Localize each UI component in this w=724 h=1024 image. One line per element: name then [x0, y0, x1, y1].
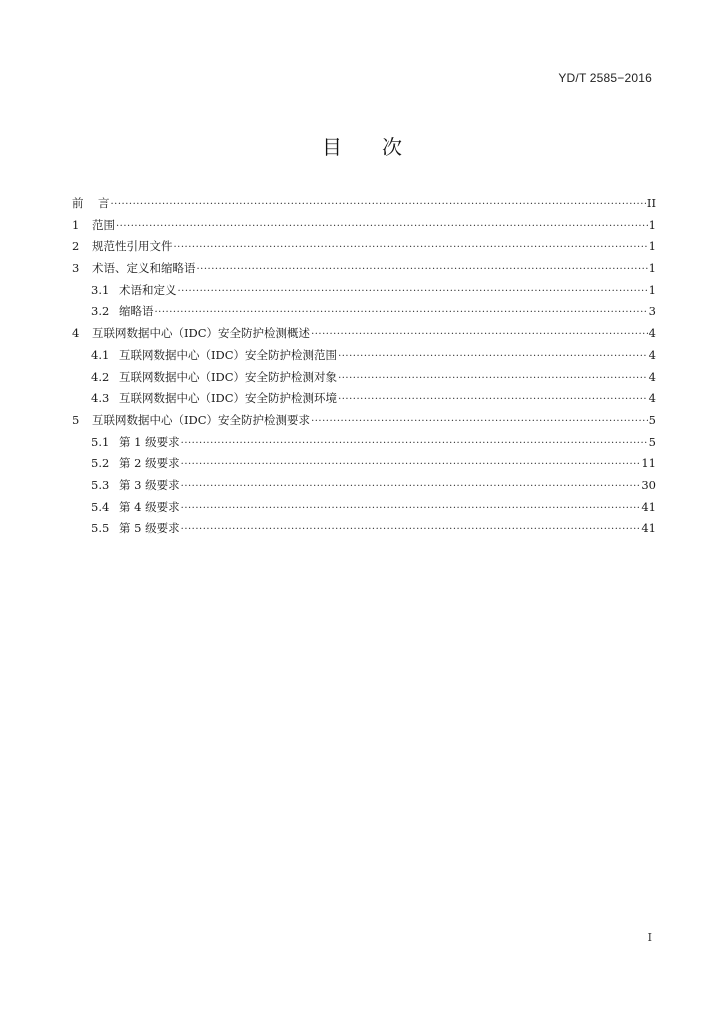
toc-entry-title: 言 [98, 196, 110, 210]
toc-entry-number: 4.3 [91, 391, 110, 406]
toc-entry-title: 第 3 级要求 [119, 477, 180, 492]
toc-entry-4-2[interactable] [72, 367, 656, 389]
toc-entry-title: 第 1 级要求 [119, 434, 180, 449]
toc-entry-4[interactable] [72, 323, 656, 345]
dot-leader [338, 389, 648, 411]
toc-entry-number: 5.3 [91, 477, 110, 492]
dot-leader [181, 454, 641, 476]
toc-entry-number: 4 [72, 326, 80, 341]
dot-leader [181, 476, 641, 498]
toc-entry-5-5[interactable] [72, 518, 656, 540]
toc-entry-number: 1 [72, 217, 80, 232]
dot-leader [197, 259, 648, 281]
toc-entry-page: 30 [641, 477, 656, 492]
toc-entry-title: 互联网数据中心（IDC）安全防护检测范围 [119, 347, 338, 362]
dot-leader [178, 281, 648, 303]
toc-entry-5[interactable] [72, 410, 656, 432]
page-number: I [647, 931, 652, 944]
toc-entry-3-1[interactable] [72, 280, 656, 302]
toc-entry-page: 4 [648, 347, 656, 362]
dot-leader [311, 411, 648, 433]
toc-entry-page: 11 [641, 456, 656, 471]
table-of-contents [72, 193, 656, 540]
toc-entry-5-1[interactable] [72, 432, 656, 454]
toc-entry-number: 前 [72, 196, 84, 210]
toc-entry-number: 4.1 [91, 347, 110, 362]
toc-entry-page: 5 [648, 434, 656, 449]
dot-leader [338, 368, 648, 390]
toc-heading [0, 131, 724, 160]
toc-entry-4-3[interactable] [72, 388, 656, 410]
dot-leader [338, 346, 648, 368]
toc-entry-page: 1 [648, 217, 656, 232]
toc-entry-title: 互联网数据中心（IDC）安全防护检测要求 [92, 412, 311, 427]
toc-entry-number: 5 [72, 412, 80, 427]
toc-entry-page: 1 [648, 239, 656, 254]
toc-entry-page: 41 [641, 499, 656, 514]
toc-entry-page: 4 [648, 369, 656, 384]
toc-entry-title: 规范性引用文件 [92, 239, 173, 254]
toc-heading-left: 目 [322, 135, 342, 159]
toc-entry-number: 4.2 [91, 369, 110, 384]
toc-entry-preface[interactable] [72, 193, 656, 215]
dot-leader [181, 433, 648, 455]
toc-entry-title: 互联网数据中心（IDC）安全防护检测对象 [119, 369, 338, 384]
toc-entry-number: 5.5 [91, 521, 110, 536]
toc-entry-5-4[interactable] [72, 497, 656, 519]
toc-entry-3-2[interactable] [72, 301, 656, 323]
dot-leader [311, 324, 648, 346]
dot-leader [116, 216, 648, 238]
toc-entry-page: 5 [648, 412, 656, 427]
dot-leader [174, 237, 648, 259]
toc-entry-title: 互联网数据中心（IDC）安全防护检测概述 [92, 326, 311, 341]
toc-entry-title: 互联网数据中心（IDC）安全防护检测环境 [119, 391, 338, 406]
toc-entry-page: 4 [648, 326, 656, 341]
toc-entry-title: 范围 [92, 217, 115, 232]
toc-entry-title: 第 2 级要求 [119, 456, 180, 471]
toc-entry-title: 第 5 级要求 [119, 521, 180, 536]
toc-entry-title: 术语、定义和缩略语 [92, 261, 196, 276]
toc-entry-4-1[interactable] [72, 345, 656, 367]
document-code: YD/T 2585−2016 [558, 71, 652, 85]
toc-entry-number: 3.1 [91, 282, 110, 297]
toc-entry-number: 5.2 [91, 456, 110, 471]
toc-entry-number: 5.1 [91, 434, 110, 449]
dot-leader [155, 302, 648, 324]
dot-leader [111, 194, 646, 216]
toc-entry-title: 术语和定义 [119, 282, 177, 297]
toc-entry-3[interactable] [72, 258, 656, 280]
toc-entry-2[interactable] [72, 236, 656, 258]
toc-entry-1[interactable] [72, 215, 656, 237]
toc-heading-right: 次 [382, 135, 402, 159]
toc-entry-page: 3 [648, 304, 656, 319]
toc-entry-page: 41 [641, 521, 656, 536]
toc-entry-number: 2 [72, 239, 80, 254]
toc-entry-title: 缩略语 [119, 304, 154, 319]
toc-entry-title: 第 4 级要求 [119, 499, 180, 514]
toc-entry-page: 1 [648, 282, 656, 297]
toc-entry-number: 5.4 [91, 499, 110, 514]
dot-leader [181, 519, 641, 541]
toc-entry-5-2[interactable] [72, 453, 656, 475]
toc-entry-number: 3 [72, 261, 80, 276]
toc-entry-page: II [646, 196, 656, 210]
toc-entry-page: 1 [648, 261, 656, 276]
toc-entry-5-3[interactable] [72, 475, 656, 497]
toc-entry-number: 3.2 [91, 304, 110, 319]
dot-leader [181, 498, 641, 520]
toc-entry-page: 4 [648, 391, 656, 406]
